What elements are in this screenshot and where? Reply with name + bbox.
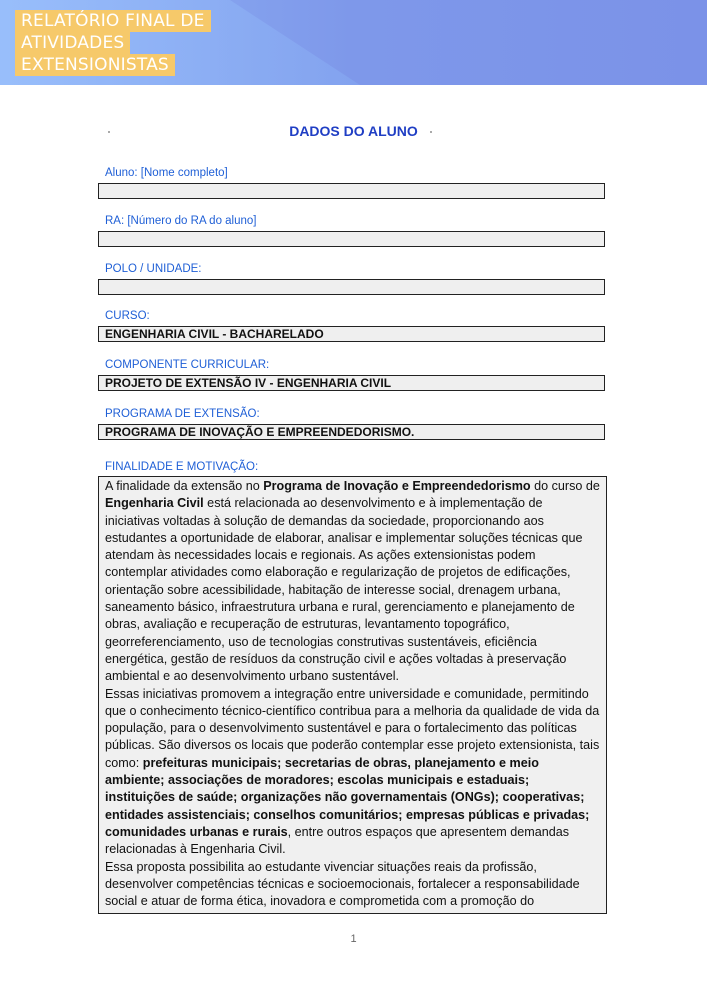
aluno-field[interactable] <box>98 183 605 199</box>
section-title: DADOS DO ALUNO <box>289 123 418 139</box>
curso-field[interactable]: ENGENHARIA CIVIL - BACHARELADO <box>98 326 605 342</box>
text-span: A finalidade da extensão no <box>105 479 264 493</box>
bold-span: prefeituras municipais; secretarias de obras, planejamento e meio ambiente; associações de moradores; escolas municipais e estaduais; instituições de saúde; organizações não governamentais (ONGs); cooperativas; entidades assistenciais; conselhos comunitários; empresas públicas e privadas; comunidades urbanas e rurais <box>105 755 590 839</box>
text-span: está relacionada ao desenvolvimento e à implementação de iniciativas voltadas à solução de demandas da sociedade, proporcionando aos estudantes a oportunidade de elaborar, analisar e implementar soluções técnicas que atendam às necessidades locais e regionais. As ações extensionistas podem contemplar atividades como elaboração e regularização de projetos de edificações, orientação sobre acessibilidade, habitação de interesse social, drenagem urbana, saneamento básico, infraestrutura urbana e rural, gerenciamento e planejamento de obras, avaliação e recuperação de estruturas, levantamento topográfico, georreferenciamento, uso de tecnologias construtivas sustentáveis, eficiência energética, gestão de resíduos da construção civil e ações voltadas à preservação ambiental e ao desenvolvimento urbano sustentável. <box>105 496 583 684</box>
text-span: Essas iniciativas promovem a integração entre universidade e comunidade, permitindo que o conhecimento técnico-científico contribua para a melhoria da qualidade de vida da população, para o desenvolvimento sustentável e para o fortalecimento das políticas públicas. São diversos os locais que poderão contemplar esse projeto extensionista, tais como: <box>105 686 600 770</box>
ra-field[interactable] <box>98 231 605 247</box>
header-banner <box>0 0 707 85</box>
componente-label: COMPONENTE CURRICULAR: <box>105 359 270 371</box>
programa-field[interactable]: PROGRAMA DE INOVAÇÃO E EMPREENDEDORISMO. <box>98 424 605 440</box>
polo-field[interactable] <box>98 279 605 295</box>
text-span: do curso de <box>530 479 600 493</box>
page-number: 1 <box>350 933 357 945</box>
bold-span: Engenharia Civil <box>105 496 204 511</box>
decorative-dot <box>430 131 432 133</box>
finalidade-paragraph-1 <box>105 478 600 686</box>
text-span: , entre outros espaços que apresentem demandas relacionadas à Engenharia Civil. <box>105 824 570 857</box>
aluno-label: Aluno: [Nome completo] <box>105 167 228 179</box>
componente-field[interactable]: PROJETO DE EXTENSÃO IV - ENGENHARIA CIVIL <box>98 375 605 391</box>
finalidade-textbox[interactable] <box>98 476 607 914</box>
curso-label: CURSO: <box>105 310 150 322</box>
bold-span: Programa de Inovação e Empreendedorismo <box>263 479 531 493</box>
report-title <box>15 10 211 76</box>
report-title-line-3: EXTENSIONISTAS <box>15 54 175 76</box>
polo-label: POLO / UNIDADE: <box>105 263 202 275</box>
finalidade-paragraph-2 <box>105 686 600 859</box>
ra-label: RA: [Número do RA do aluno] <box>105 215 257 227</box>
finalidade-label: FINALIDADE E MOTIVAÇÃO: <box>105 461 259 473</box>
report-title-line-2: ATIVIDADES <box>15 32 130 54</box>
programa-label: PROGRAMA DE EXTENSÃO: <box>105 408 260 420</box>
report-title-line-1: RELATÓRIO FINAL DE <box>15 10 211 32</box>
finalidade-paragraph-3: Essa proposta possibilita ao estudante vivenciar situações reais da profissão, desenvolver competências técnicas e socioemocionais, fortalecer a responsabilidade social e atuar de forma ética, inovadora e comprometida com a promoção do <box>105 859 580 909</box>
